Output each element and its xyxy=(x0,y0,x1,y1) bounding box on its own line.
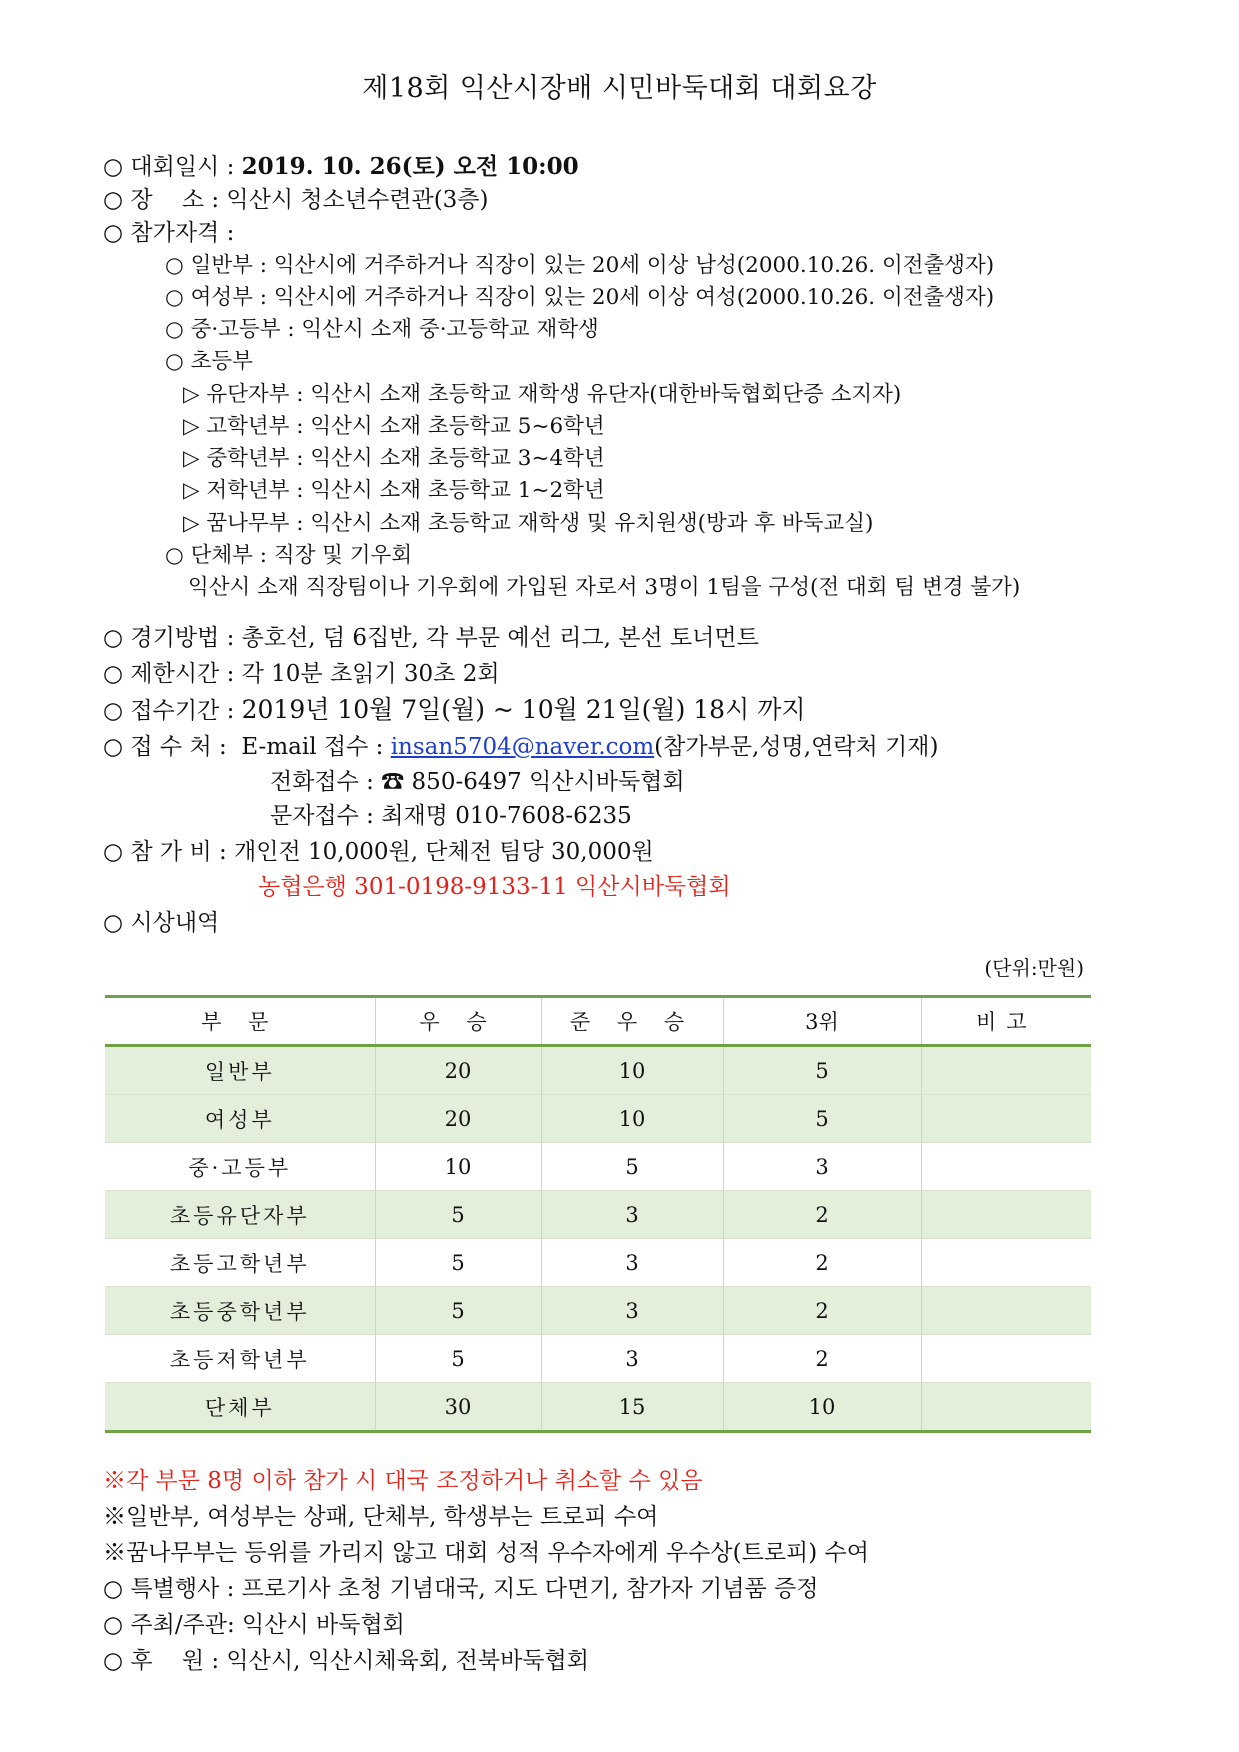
event-date-value: 2019. 10. 26(토) 오전 10:00 xyxy=(241,153,579,180)
cell-second: 3 xyxy=(541,1239,723,1287)
cell-third: 3 xyxy=(723,1143,921,1191)
table-row xyxy=(105,1191,1091,1239)
cell-note xyxy=(921,1383,1091,1432)
qual-elem-dan: ▷ 유단자부 : 익산시 소재 초등학교 재학생 유단자(대한바둑협회단증 소지자) xyxy=(183,382,902,407)
host-organizer: ○ 주최/주관: 익산시 바둑협회 xyxy=(103,1612,405,1638)
cell-note xyxy=(921,1191,1091,1239)
cell-first: 30 xyxy=(375,1383,541,1432)
note-cancellation: ※각 부문 8명 이하 참가 시 대국 조정하거나 취소할 수 있음 xyxy=(103,1468,703,1494)
bank-account: 농협은행 301-0198-9133-11 익산시바둑협회 xyxy=(258,874,731,900)
qual-elem-mid: ▷ 중학년부 : 익산시 소재 초등학교 3~4학년 xyxy=(183,446,605,471)
qual-women: ○ 여성부 : 익산시에 거주하거나 직장이 있는 20세 이상 여성(2000.10.26. 이전출생자) xyxy=(165,285,995,310)
cell-note xyxy=(921,1239,1091,1287)
cell-second: 3 xyxy=(541,1191,723,1239)
unit-label: (단위:만원) xyxy=(984,956,1084,980)
cell-division: 초등고학년부 xyxy=(105,1239,375,1287)
cell-third: 2 xyxy=(723,1335,921,1383)
cell-note xyxy=(921,1095,1091,1143)
cell-third: 5 xyxy=(723,1046,921,1095)
awards-table xyxy=(105,995,1091,1433)
table-header-row xyxy=(105,997,1091,1046)
event-date-label: ○ 대회일시 : xyxy=(103,154,242,180)
cell-note xyxy=(921,1335,1091,1383)
awards-heading: ○ 시상내역 xyxy=(103,910,220,936)
note-trophy: ※일반부, 여성부는 상패, 단체부, 학생부는 트로피 수여 xyxy=(103,1504,659,1530)
qual-team-desc: 익산시 소재 직장팀이나 기우회에 가입된 자로서 3명이 1팀을 구성(전 대회 팀 변경 불가) xyxy=(188,575,1021,600)
cell-third: 10 xyxy=(723,1383,921,1432)
game-method: ○ 경기방법 : 총호선, 덤 6집반, 각 부문 예선 리그, 본선 토너먼트 xyxy=(103,625,759,651)
entry-fee: ○ 참 가 비 : 개인전 10,000원, 단체전 팀당 30,000원 xyxy=(103,839,654,865)
cell-first: 10 xyxy=(375,1143,541,1191)
table-row xyxy=(105,1383,1091,1432)
table-row xyxy=(105,1046,1091,1095)
header-first: 우 승 xyxy=(375,997,541,1046)
table-row xyxy=(105,1335,1091,1383)
cell-division: 초등저학년부 xyxy=(105,1335,375,1383)
cell-first: 5 xyxy=(375,1287,541,1335)
qual-elem-dream: ▷ 꿈나무부 : 익산시 소재 초등학교 재학생 및 유치원생(방과 후 바둑교실) xyxy=(183,511,874,536)
header-second: 준 우 승 xyxy=(541,997,723,1046)
cell-first: 5 xyxy=(375,1335,541,1383)
cell-division: 일반부 xyxy=(105,1046,375,1095)
registration-place xyxy=(103,732,938,762)
table-row xyxy=(105,1143,1091,1191)
registration-period-label: ○ 접수기간 : xyxy=(103,698,242,724)
event-date xyxy=(103,152,579,182)
cell-division: 단체부 xyxy=(105,1383,375,1432)
sponsors: ○ 후 원 : 익산시, 익산시체육회, 전북바둑협회 xyxy=(103,1648,589,1674)
table-row xyxy=(105,1287,1091,1335)
cell-division: 초등중학년부 xyxy=(105,1287,375,1335)
cell-third: 5 xyxy=(723,1095,921,1143)
cell-note xyxy=(921,1287,1091,1335)
registration-period xyxy=(103,695,806,726)
email-label: E-mail 접수 : xyxy=(241,734,391,760)
header-division: 부 문 xyxy=(105,997,375,1046)
header-third: 3위 xyxy=(723,997,921,1046)
qual-elementary: ○ 초등부 xyxy=(165,349,253,374)
registration-place-label: ○ 접 수 처 : xyxy=(103,734,242,760)
qual-team: ○ 단체부 : 직장 및 기우회 xyxy=(165,543,413,568)
cell-second: 15 xyxy=(541,1383,723,1432)
cell-second: 10 xyxy=(541,1095,723,1143)
cell-third: 2 xyxy=(723,1287,921,1335)
registration-period-value: 2019년 10월 7일(월) ~ 10월 21일(월) 18시 까지 xyxy=(241,695,806,724)
cell-first: 20 xyxy=(375,1095,541,1143)
qual-elem-high: ▷ 고학년부 : 익산시 소재 초등학교 5~6학년 xyxy=(183,414,605,439)
cell-second: 3 xyxy=(541,1335,723,1383)
cell-first: 5 xyxy=(375,1191,541,1239)
table-row xyxy=(105,1095,1091,1143)
cell-first: 20 xyxy=(375,1046,541,1095)
special-event: ○ 특별행사 : 프로기사 초청 기념대국, 지도 다면기, 참가자 기념품 증정 xyxy=(103,1576,819,1602)
header-note: 비고 xyxy=(921,997,1091,1046)
cell-third: 2 xyxy=(723,1239,921,1287)
cell-division: 중·고등부 xyxy=(105,1143,375,1191)
cell-second: 3 xyxy=(541,1287,723,1335)
note-dream-award: ※꿈나무부는 등위를 가리지 않고 대회 성적 우수자에게 우수상(트로피) 수여 xyxy=(103,1540,869,1566)
cell-note xyxy=(921,1046,1091,1095)
qualification-heading: ○ 참가자격 : xyxy=(103,220,235,246)
cell-second: 5 xyxy=(541,1143,723,1191)
email-link[interactable]: insan5704@naver.com xyxy=(390,734,655,760)
cell-division: 여성부 xyxy=(105,1095,375,1143)
cell-second: 10 xyxy=(541,1046,723,1095)
cell-first: 5 xyxy=(375,1239,541,1287)
time-limit: ○ 제한시간 : 각 10분 초읽기 30초 2회 xyxy=(103,661,500,687)
cell-third: 2 xyxy=(723,1191,921,1239)
document-title: 제18회 익산시장배 시민바둑대회 대회요강 xyxy=(362,73,877,104)
cell-note xyxy=(921,1143,1091,1191)
qual-middle-high: ○ 중·고등부 : 익산시 소재 중·고등학교 재학생 xyxy=(165,317,599,342)
email-note: (참가부문,성명,연락처 기재) xyxy=(654,734,939,760)
cell-division: 초등유단자부 xyxy=(105,1191,375,1239)
table-row xyxy=(105,1239,1091,1287)
qual-elem-low: ▷ 저학년부 : 익산시 소재 초등학교 1~2학년 xyxy=(183,478,605,503)
qual-general: ○ 일반부 : 익산시에 거주하거나 직장이 있는 20세 이상 남성(2000.10.26. 이전출생자) xyxy=(165,253,995,278)
event-place: ○ 장 소 : 익산시 청소년수련관(3층) xyxy=(103,187,489,213)
phone-registration: 전화접수 : ☎ 850-6497 익산시바둑협회 xyxy=(270,769,685,795)
sms-registration: 문자접수 : 최재명 010-7608-6235 xyxy=(270,803,632,829)
